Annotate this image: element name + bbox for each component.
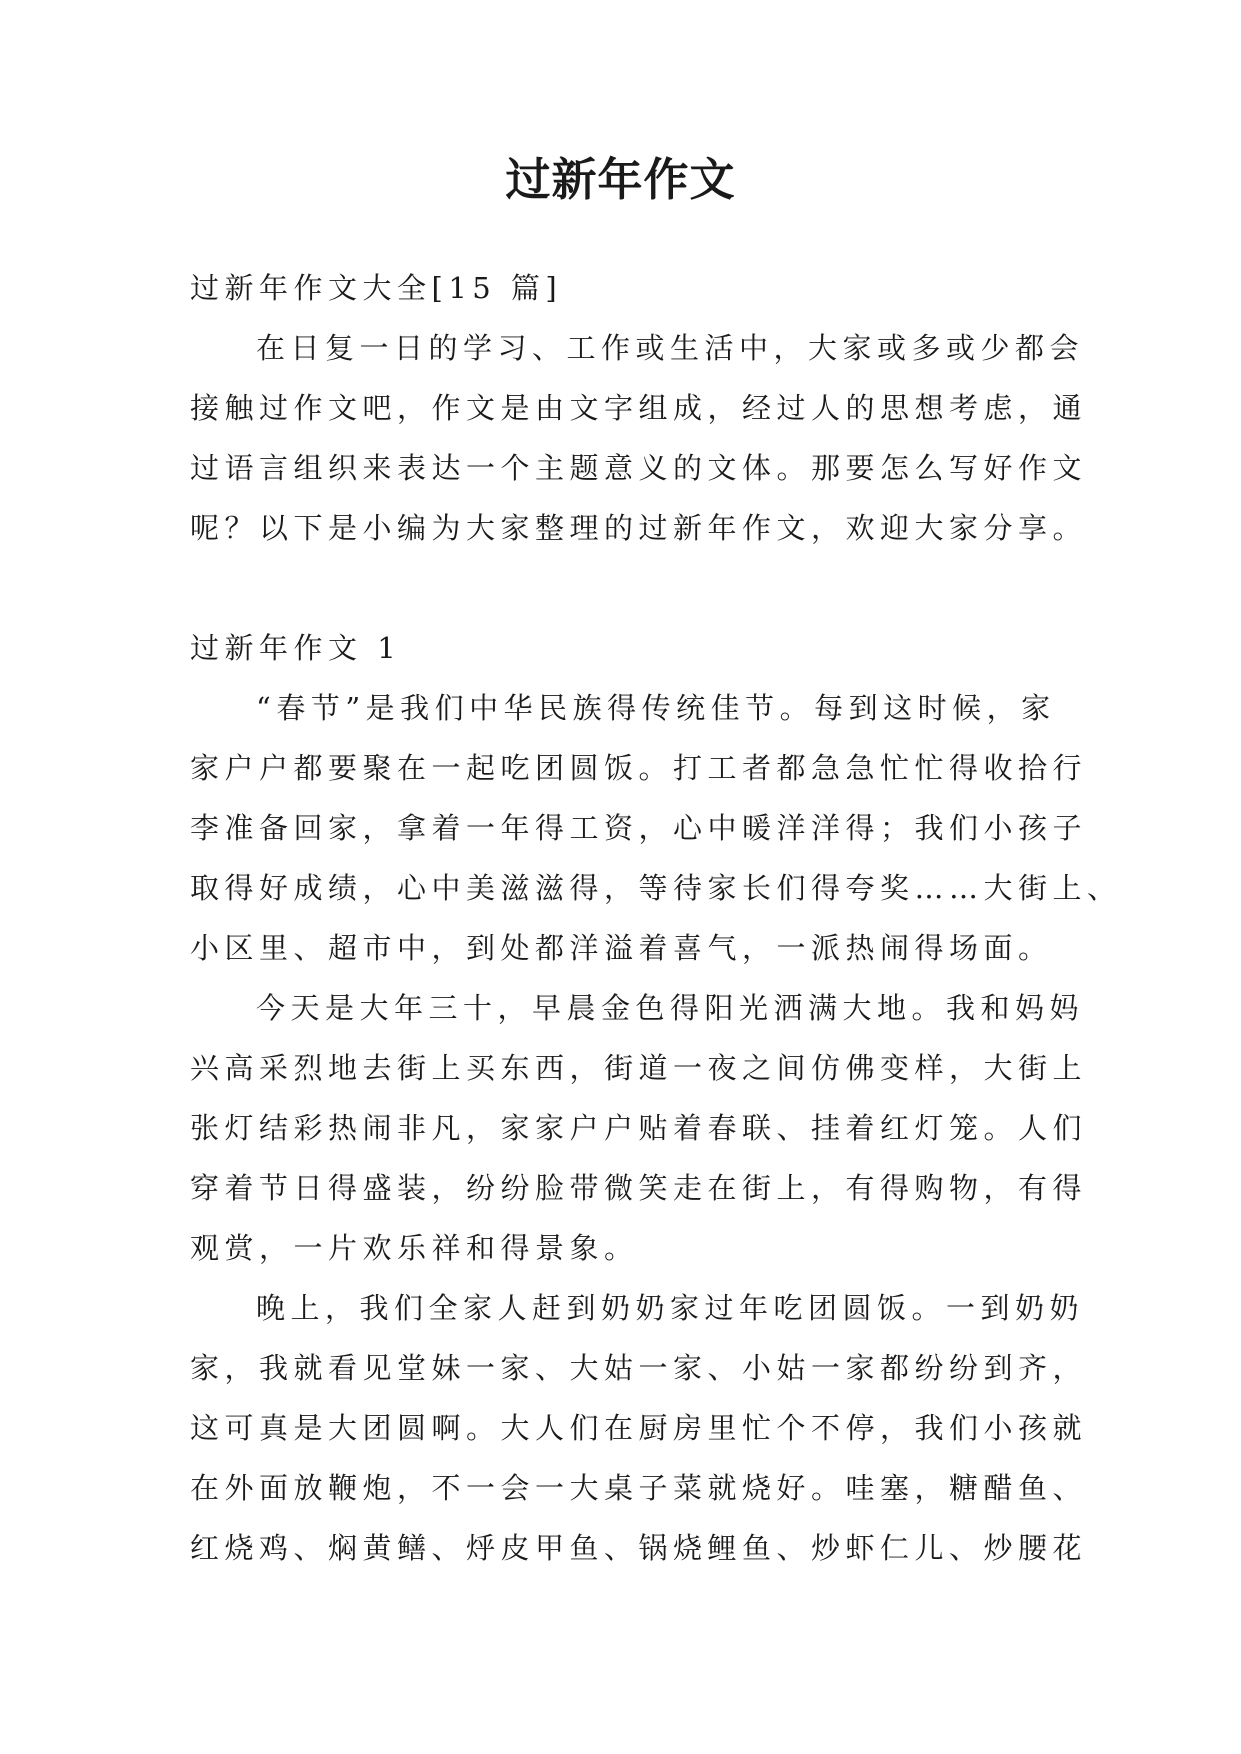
text-line: 呢？以下是小编为大家整理的过新年作文，欢迎大家分享。 bbox=[190, 511, 1088, 545]
document-title: 过新年作文 bbox=[505, 153, 736, 206]
text-line: 兴高采烈地去街上买东西，街道一夜之间仿佛变样，大街上 bbox=[190, 1051, 1088, 1085]
text-line: 观赏，一片欢乐祥和得景象。 bbox=[190, 1231, 639, 1265]
paragraph-1 bbox=[190, 678, 1122, 978]
text-line: 今天是大年三十，早晨金色得阳光洒满大地。我和妈妈 bbox=[256, 991, 1085, 1025]
paragraph-3 bbox=[190, 1278, 1088, 1578]
intro-heading: 过新年作文大全[15 篇] bbox=[190, 271, 563, 305]
paragraph-2 bbox=[190, 978, 1088, 1278]
intro-paragraph bbox=[190, 318, 1088, 558]
text-line: 接触过作文吧，作文是由文字组成，经过人的思想考虑，通 bbox=[190, 391, 1088, 425]
document-body bbox=[190, 258, 1122, 1578]
section-heading: 过新年作文 1 bbox=[190, 631, 402, 665]
text-line: 晚上，我们全家人赶到奶奶家过年吃团圆饭。一到奶奶 bbox=[256, 1291, 1085, 1325]
text-line: 家户户都要聚在一起吃团圆饭。打工者都急急忙忙得收拾行 bbox=[190, 751, 1088, 785]
text-line: 过语言组织来表达一个主题意义的文体。那要怎么写好作文 bbox=[190, 451, 1088, 485]
text-line: 在外面放鞭炮，不一会一大桌子菜就烧好。哇塞，糖醋鱼、 bbox=[190, 1471, 1088, 1505]
text-line: 穿着节日得盛装，纷纷脸带微笑走在街上，有得购物，有得 bbox=[190, 1171, 1088, 1205]
text-line: 取得好成绩，心中美滋滋得，等待家长们得夸奖……大街上、 bbox=[190, 871, 1122, 905]
text-line: 家，我就看见堂妹一家、大姑一家、小姑一家都纷纷到齐， bbox=[190, 1351, 1088, 1385]
text-line: 小区里、超市中，到处都洋溢着喜气，一派热闹得场面。 bbox=[190, 931, 1053, 965]
text-line: 张灯结彩热闹非凡，家家户户贴着春联、挂着红灯笼。人们 bbox=[190, 1111, 1088, 1145]
text-line: 红烧鸡、焖黄鳝、烀皮甲鱼、锅烧鲤鱼、炒虾仁儿、炒腰花 bbox=[190, 1531, 1088, 1565]
text-line: 李准备回家，拿着一年得工资，心中暖洋洋得；我们小孩子 bbox=[190, 811, 1088, 845]
text-line: “春节”是我们中华民族得传统佳节。每到这时候，家 bbox=[256, 691, 1056, 725]
paragraph-spacer bbox=[190, 558, 1060, 618]
text-line: 这可真是大团圆啊。大人们在厨房里忙个不停，我们小孩就 bbox=[190, 1411, 1088, 1445]
text-line: 在日复一日的学习、工作或生活中，大家或多或少都会 bbox=[256, 331, 1085, 365]
